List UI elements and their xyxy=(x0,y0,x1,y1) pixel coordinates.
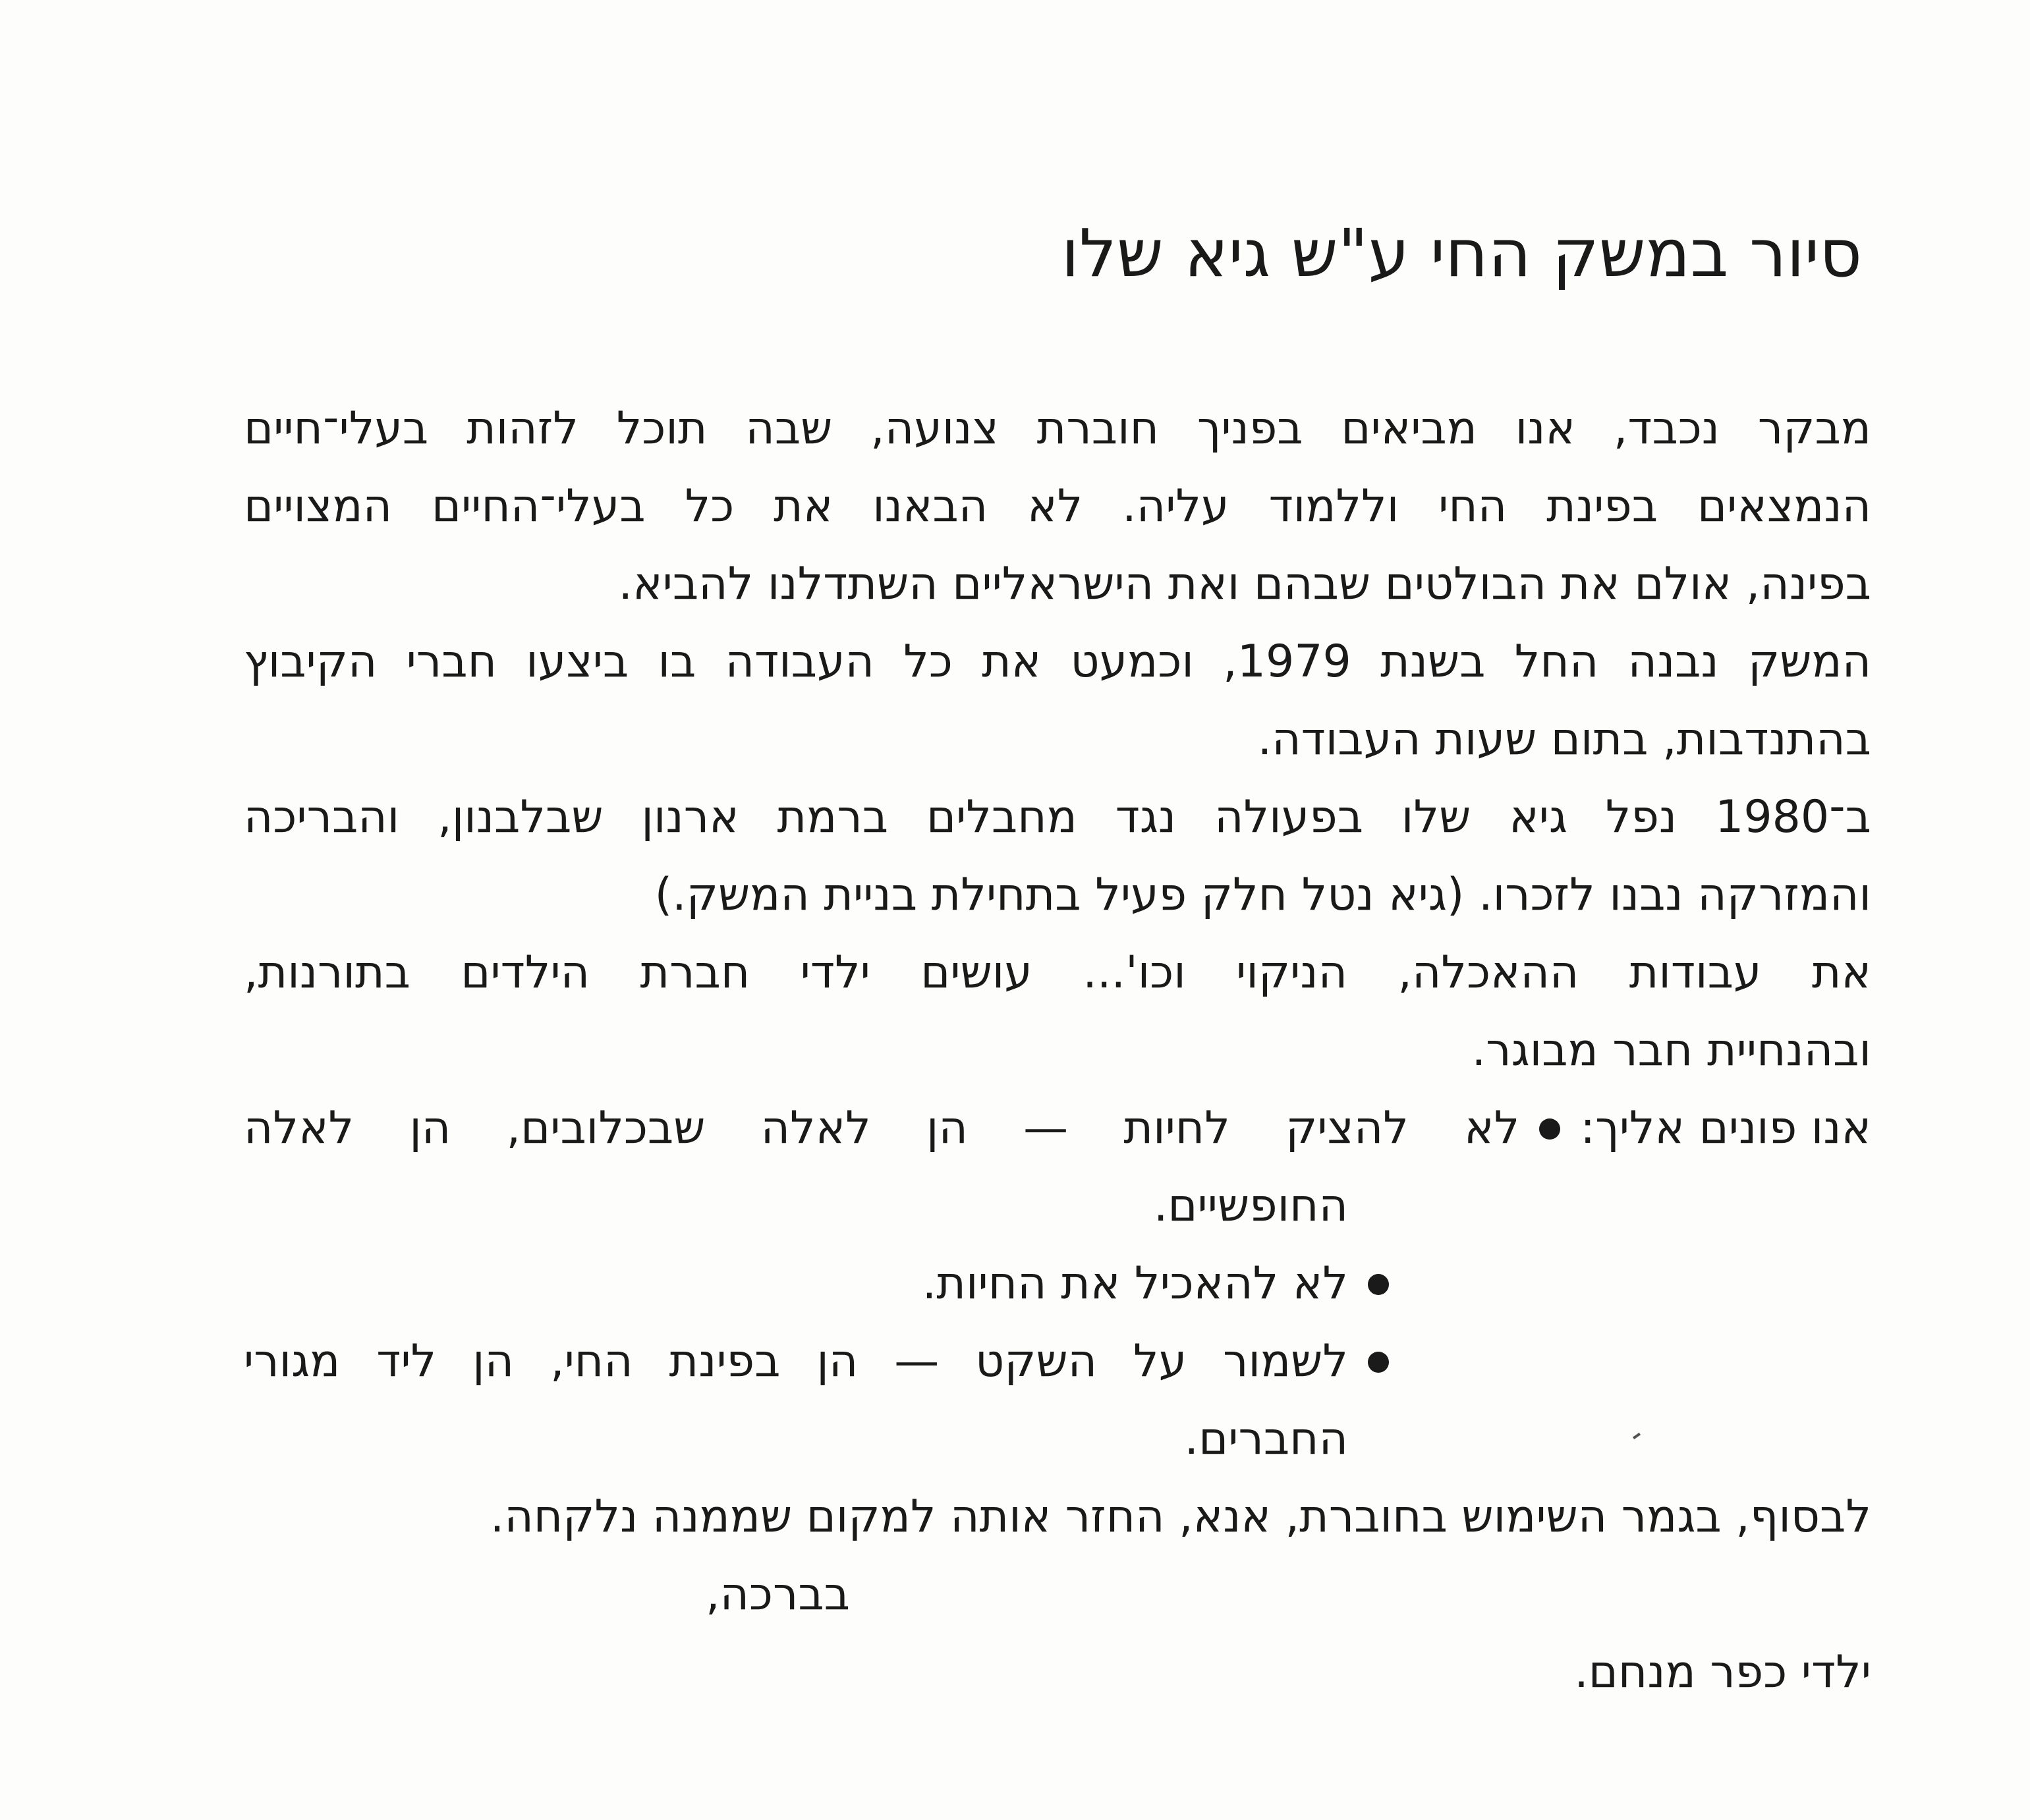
memorial-paragraph xyxy=(244,779,1871,934)
greeting: בברכה, xyxy=(705,1568,850,1620)
signature: ילדי כפר מנחם. xyxy=(1574,1646,1871,1698)
bullet-icon xyxy=(1539,1118,1560,1140)
text-line: ובהנחיית חבר מבוגר. xyxy=(1471,1024,1871,1076)
bullet-continuation: החופשיים. xyxy=(1153,1180,1348,1232)
bullet-continuation: החברים. xyxy=(1184,1413,1348,1465)
bullet-text: לא להציק לחיות — הן לאלה שבכלובים, הן לאלה xyxy=(244,1102,1520,1154)
text-line: את עבודות ההאכלה, הניקוי וכו'... עושים ילדי חברת הילדים בתורנות, xyxy=(244,947,1871,999)
bullet-text: לשמור על השקט — הן בפינת החי, הן ליד מגורי xyxy=(244,1335,1348,1387)
bullet-row xyxy=(244,1089,1871,1167)
bullet-icon xyxy=(1368,1274,1389,1295)
closing-line: לבסוף, בגמר השימוש בחוברת, אנא, החזר אותה למקום שממנה נלקחה. xyxy=(490,1491,1871,1543)
text-line: הנמצאים בפינת החי וללמוד עליה. לא הבאנו את כל בעלי־החיים המצויים xyxy=(244,480,1871,532)
text-line: בפינה, אולם את הבולטים שבהם ואת הישראליים השתדלנו להביא. xyxy=(618,558,1871,610)
text-line: בהתנדבות, בתום שעות העבודה. xyxy=(1257,713,1871,765)
document-title: סיור במשק החי ע"ש גיא שלו xyxy=(1061,215,1862,292)
bullet-row xyxy=(244,1245,1871,1323)
intro-paragraph xyxy=(244,390,1871,623)
text-line: ב־1980 נפל גיא שלו בפעולה נגד מחבלים ברמת ארנון שבלבנון, והבריכה xyxy=(244,791,1871,843)
bullet-text: לא להאכיל את החיות. xyxy=(922,1257,1348,1310)
addressee-label: אנו פונים אליך: xyxy=(1580,1102,1871,1154)
work-paragraph xyxy=(244,934,1871,1089)
history-paragraph xyxy=(244,623,1871,779)
bullet-row xyxy=(244,1323,1871,1400)
document-body xyxy=(244,390,1871,1711)
text-line: המשק נבנה החל בשנת 1979, וכמעט את כל העבודה בו ביצעו חברי הקיבוץ xyxy=(244,636,1872,688)
text-line: והמזרקה נבנו לזכרו. (גיא נטל חלק פעיל בתחילת בניית המשק.) xyxy=(654,869,1871,921)
bullet-icon xyxy=(1368,1352,1389,1373)
requests-section xyxy=(244,1089,1871,1478)
text-line: מבקר נכבד, אנו מביאים בפניך חוברת צנועה, שבה תוכל לזהות בעלי־חיים xyxy=(244,402,1871,455)
